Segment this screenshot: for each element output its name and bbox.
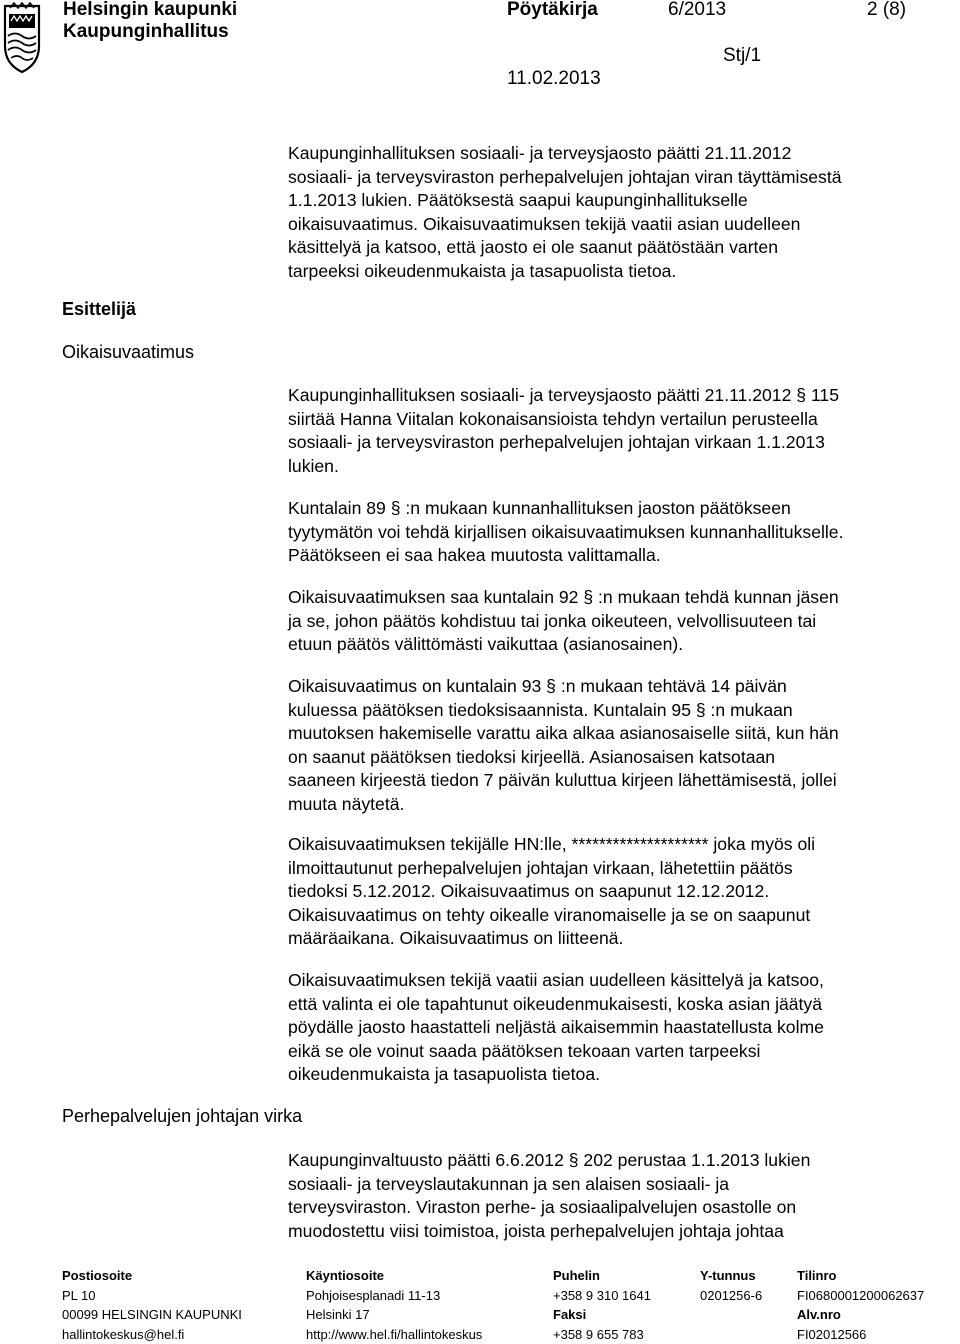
footer-postal-heading: Postiosoite: [62, 1266, 242, 1286]
org-name: Helsingin kaupunki: [63, 0, 237, 21]
footer-business-id: [700, 1266, 762, 1305]
text-line: eikä se ole voinut saada päätöksen tekoaan varten tarpeeksi: [288, 1040, 948, 1064]
text-line: saaneen kirjeestä tiedon 7 päivän kuluttua kirjeen lähettämisestä, jollei: [288, 769, 948, 793]
footer-phone-heading: Puhelin: [553, 1266, 651, 1286]
footer-phone-value: +358 9 310 1641: [553, 1286, 651, 1306]
virka-heading: Perhepalvelujen johtajan virka: [62, 1106, 302, 1127]
footer-email-link[interactable]: hallintokeskus@hel.fi: [62, 1325, 242, 1344]
text-line: oikeudenmukaista ja tasapuolista tietoa.: [288, 1063, 948, 1087]
text-line: sosiaali- ja terveysviraston perhepalvelujen johtajan virkaan 1.1.2013: [288, 431, 948, 455]
text-line: Oikaisuvaatimus on tehty oikealle viranomaiselle ja se on saapunut: [288, 904, 948, 928]
document-type: Pöytäkirja: [507, 0, 598, 21]
footer-visiting-line: Pohjoisesplanadi 11-13: [306, 1286, 482, 1306]
footer-vat-value: FI02012566: [797, 1325, 924, 1344]
text-line: määräaikana. Oikaisuvaatimus on liitteenä.: [288, 927, 948, 951]
footer-account-value: FI0680001200062637: [797, 1286, 924, 1306]
text-line: muuta näytetä.: [288, 793, 948, 817]
text-line: 1.1.2013 lukien. Päätöksestä saapui kaupunginhallitukselle: [288, 189, 948, 213]
text-line: siirtää Hanna Viitalan kokonaisansioista tehdyn vertailun perusteella: [288, 408, 948, 432]
text-line: Oikaisuvaatimuksen saa kuntalain 92 § :n mukaan tehdä kunnan jäsen: [288, 586, 948, 610]
footer-visiting-heading: Käyntiosoite: [306, 1266, 482, 1286]
text-line: sosiaali- ja terveyslautakunnan ja sen alaisen sosiaali- ja: [288, 1173, 948, 1197]
footer-visiting-line: Helsinki 17: [306, 1305, 482, 1325]
text-line: ja se, johon päätös kohdistuu tai jonka oikeuteen, velvollisuuteen tai: [288, 610, 948, 634]
paragraph-kuntalain-93: [288, 675, 948, 817]
text-line: terveysviraston. Viraston perhe- ja sosiaalipalvelujen osastolle on: [288, 1196, 948, 1220]
text-line: sosiaali- ja terveysviraston perhepalvelujen johtajan viran täyttämisestä: [288, 166, 948, 190]
footer-business-id-heading: Y-tunnus: [700, 1266, 762, 1286]
document-number: 6/2013: [668, 0, 726, 21]
paragraph-decision: [288, 384, 948, 478]
paragraph-appellant: [288, 833, 948, 951]
footer-postal-line: 00099 HELSINGIN KAUPUNKI: [62, 1305, 242, 1325]
text-line: Kuntalain 89 § :n mukaan kunnanhallituksen jaoston päätökseen: [288, 497, 948, 521]
text-line: lukien.: [288, 455, 948, 479]
footer-postal-line: PL 10: [62, 1286, 242, 1306]
page-number: 2 (8): [867, 0, 906, 21]
text-line: käsittelyä ja katsoo, että jaosto ei ole saanut päätöstään varten: [288, 236, 948, 260]
footer-website-link[interactable]: http://www.hel.fi/hallintokeskus: [306, 1325, 482, 1344]
footer-phone: [553, 1266, 651, 1344]
paragraph-virka: [288, 1149, 948, 1243]
text-line: muutoksen hakemiselle varattu aika alkaa asianosaiselle siitä, kun hän: [288, 722, 948, 746]
text-line: Kaupunginvaltuusto päätti 6.6.2012 § 202 perustaa 1.1.2013 lukien: [288, 1149, 948, 1173]
presenter-label: Esittelijä: [62, 299, 136, 320]
appeal-heading: Oikaisuvaatimus: [62, 342, 194, 363]
text-line: ilmoittautunut perhepalvelujen johtajan virkaan, lähetettiin päätös: [288, 857, 948, 881]
text-line: Oikaisuvaatimus on kuntalain 93 § :n mukaan tehtävä 14 päivän: [288, 675, 948, 699]
text-line: muodostettu viisi toimistoa, joista perhepalvelujen johtaja johtaa: [288, 1220, 948, 1244]
footer-fax-value: +358 9 655 783: [553, 1325, 651, 1344]
paragraph-kuntalain-89: [288, 497, 948, 568]
footer-visiting: [306, 1266, 482, 1344]
text-line: että valinta ei ole tapahtunut oikeudenmukaisesti, koska asian jäätyä: [288, 993, 948, 1017]
text-line: tarpeeksi oikeudenmukaista ja tasapuolista tietoa.: [288, 260, 948, 284]
text-line: Kaupunginhallituksen sosiaali- ja terveysjaosto päätti 21.11.2012 § 115: [288, 384, 948, 408]
paragraph-kuntalain-92: [288, 586, 948, 657]
footer-fax-heading: Faksi: [553, 1305, 651, 1325]
text-line: pöydälle jaosto haastatteli neljästä aikaisemmin haastatellusta kolme: [288, 1016, 948, 1040]
text-line: tiedoksi 5.12.2012. Oikaisuvaatimus on saapunut 12.12.2012.: [288, 880, 948, 904]
footer-account-heading: Tilinro: [797, 1266, 924, 1286]
text-line: Kaupunginhallituksen sosiaali- ja terveysjaosto päätti 21.11.2012: [288, 142, 948, 166]
text-line: tyytymätön voi tehdä kirjallisen oikaisuvaatimuksen kunnanhallitukselle.: [288, 521, 948, 545]
section-code: Stj/1: [723, 45, 761, 67]
text-line: oikaisuvaatimus. Oikaisuvaatimuksen tekijä vaatii asian uudelleen: [288, 213, 948, 237]
paragraph-appeal-claim: [288, 969, 948, 1087]
intro-paragraph: [288, 142, 948, 284]
footer-business-id-value: 0201256-6: [700, 1286, 762, 1306]
footer-account: [797, 1266, 924, 1344]
footer-vat-heading: Alv.nro: [797, 1305, 924, 1325]
meeting-date: 11.02.2013: [507, 68, 601, 90]
body-name: Kaupunginhallitus: [63, 21, 229, 43]
text-line: etuun päätös välittömästi vaikuttaa (asianosainen).: [288, 633, 948, 657]
text-line: Oikaisuvaatimuksen tekijälle HN:lle, ******************** joka myös oli: [288, 833, 948, 857]
text-line: Oikaisuvaatimuksen tekijä vaatii asian uudelleen käsittelyä ja katsoo,: [288, 969, 948, 993]
text-line: kuluessa päätöksen tiedoksisaannista. Kuntalain 95 § :n mukaan: [288, 699, 948, 723]
text-line: Päätökseen ei saa hakea muutosta valittamalla.: [288, 544, 948, 568]
text-line: on saanut päätöksen tiedoksi kirjeellä. Asianosaisen katsotaan: [288, 746, 948, 770]
helsinki-coat-of-arms-logo: [2, 2, 42, 74]
footer-postal: [62, 1266, 242, 1344]
